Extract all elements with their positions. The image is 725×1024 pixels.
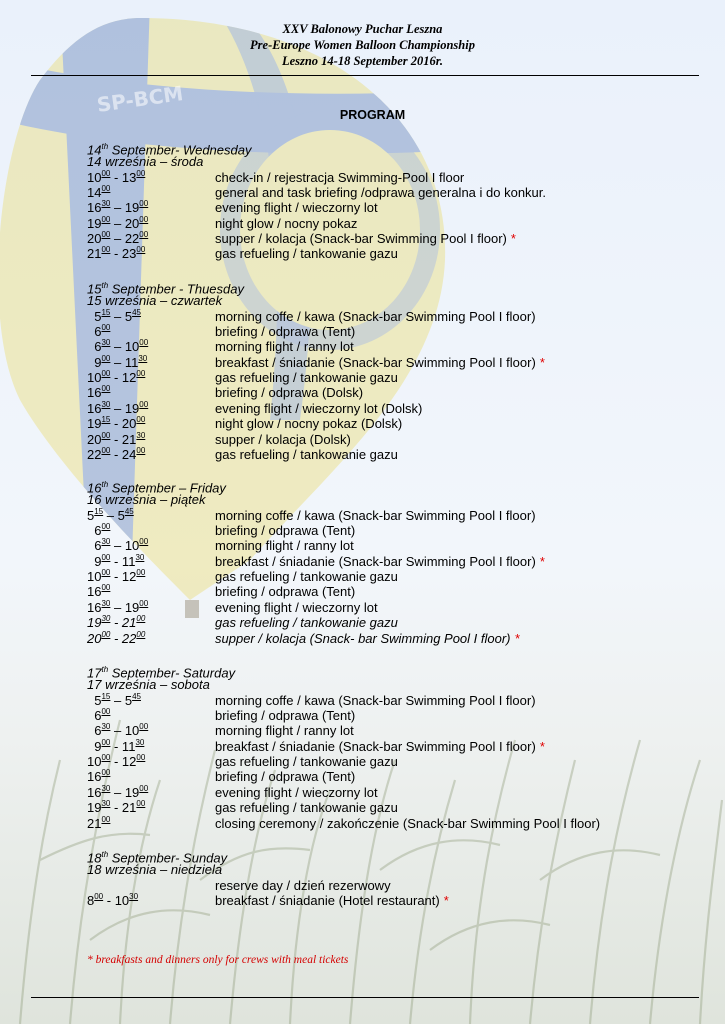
minutes: 00 xyxy=(101,629,111,639)
minutes: 00 xyxy=(101,369,111,379)
minutes: 00 xyxy=(101,230,111,240)
time-range: $6^{30} - 10^{00}$ xyxy=(87,338,149,355)
footnote: * breakfasts and dinners only for crews with meal tickets xyxy=(87,954,349,966)
ordinal-suffix: th xyxy=(101,480,109,489)
activity-description: briefing / odprawa (Tent) xyxy=(215,324,356,340)
activity-description: morning coffe / kawa (Snack-bar Swimming Pool I floor) xyxy=(215,507,536,523)
activity-description: morning flight / ranny lot xyxy=(215,723,354,739)
minutes: 30 xyxy=(135,737,145,747)
time-range: $9^{00} - 11^{30}$ xyxy=(87,737,145,754)
time-range: $9^{00} - 11^{30}$ xyxy=(87,552,145,569)
minutes: 00 xyxy=(136,168,146,178)
time-range: $16^{30} - 19^{00}$ xyxy=(87,199,149,216)
time-range: $6^{00}$ xyxy=(87,707,111,724)
time-range: $5^{15} - 5^{45}$ xyxy=(87,691,141,708)
minutes: 00 xyxy=(101,323,111,333)
minutes: 30 xyxy=(101,783,111,793)
time-range: $5^{15} - 5^{45}$ xyxy=(87,506,134,523)
meal-ticket-marker: * xyxy=(539,553,545,569)
activity-description: breakfast / śniadanie (Snack-bar Swimming Pool I floor) * xyxy=(215,738,545,754)
meal-ticket-marker: * xyxy=(539,738,545,754)
minutes: 00 xyxy=(136,568,146,578)
minutes: 30 xyxy=(101,799,111,809)
minutes: 00 xyxy=(101,768,111,778)
activity-description: gas refueling / tankowanie gazu xyxy=(215,754,398,770)
header-dates: Leszno 14-18 September 2016r. xyxy=(281,54,444,68)
minutes: 00 xyxy=(101,737,111,747)
minutes: 00 xyxy=(101,214,111,224)
time-range: $20^{00} - 22^{00}$ xyxy=(87,629,146,646)
time-range: $14^{00}$ xyxy=(87,184,111,201)
balloon-registration: SP-BCM xyxy=(95,81,185,117)
activity-description: evening flight / wieczorny lot (Dolsk) xyxy=(215,400,423,416)
minutes: 30 xyxy=(101,537,111,547)
minutes: 30 xyxy=(138,353,148,363)
minutes: 00 xyxy=(139,214,149,224)
activity-description: supper / kolacja (Dolsk) xyxy=(215,431,351,447)
minutes: 45 xyxy=(132,691,141,701)
minutes: 00 xyxy=(136,445,146,455)
activity-description: briefing / odprawa (Tent) xyxy=(215,769,356,785)
day-title-en: 16th September – Friday xyxy=(87,480,226,496)
minutes: 00 xyxy=(139,199,149,209)
minutes: 00 xyxy=(101,814,111,824)
activity-description: gas refueling / tankowanie gazu xyxy=(215,370,398,386)
minutes: 15 xyxy=(101,415,111,425)
time-range: $19^{30} - 21^{00}$ xyxy=(87,799,146,816)
activity-description: morning coffe / kawa (Snack-bar Swimming Pool I floor) xyxy=(215,692,536,708)
day-title-pl: 16 września – piątek xyxy=(87,492,206,508)
time-range: $19^{00} - 20^{00}$ xyxy=(87,214,149,231)
header-divider xyxy=(31,75,699,76)
minutes: 00 xyxy=(101,753,111,763)
minutes: 00 xyxy=(139,338,149,348)
minutes: 45 xyxy=(124,506,134,516)
minutes: 00 xyxy=(139,722,149,732)
activity-description: breakfast / śniadanie (Snack-bar Swimming Pool I floor) * xyxy=(215,354,545,370)
minutes: 30 xyxy=(101,199,111,209)
time-range: $6^{30} - 10^{00}$ xyxy=(87,537,149,554)
minutes: 00 xyxy=(136,629,146,639)
activity-description: gas refueling / tankowanie gazu xyxy=(215,615,398,631)
activity-description: morning flight / ranny lot xyxy=(215,339,354,355)
time-range: $20^{00} - 22^{00}$ xyxy=(87,230,149,247)
activity-description: briefing / odprawa (Tent) xyxy=(215,523,356,539)
activity-description: gas refueling / tankowanie gazu xyxy=(215,246,398,262)
meal-ticket-marker: * xyxy=(514,630,520,646)
minutes: 00 xyxy=(136,415,146,425)
minutes: 00 xyxy=(101,168,111,178)
activity-description: evening flight / wieczorny lot xyxy=(215,599,378,615)
minutes: 00 xyxy=(136,369,146,379)
minutes: 00 xyxy=(136,245,146,255)
minutes: 00 xyxy=(139,598,149,608)
activity-description: briefing / odprawa (Dolsk) xyxy=(215,385,364,401)
minutes: 15 xyxy=(101,691,111,701)
activity-description: breakfast / śniadanie (Hotel restaurant) * xyxy=(215,893,449,909)
minutes: 00 xyxy=(136,753,146,763)
minutes: 00 xyxy=(101,184,111,194)
ordinal-suffix: th xyxy=(101,850,109,859)
minutes: 00 xyxy=(139,230,149,240)
activity-description: supper / kolacja (Snack- bar Swimming Pool I floor) * xyxy=(215,630,520,646)
time-range: $10^{00} - 12^{00}$ xyxy=(87,369,146,386)
minutes: 30 xyxy=(101,399,111,409)
day-title-en: 18th September- Sunday xyxy=(87,850,228,866)
time-range: $22^{00} - 24^{00}$ xyxy=(87,445,146,462)
meal-ticket-marker: * xyxy=(443,893,449,909)
minutes: 30 xyxy=(129,892,139,902)
day-title-pl: 15 września – czwartek xyxy=(87,293,223,309)
activity-description: gas refueling / tankowanie gazu xyxy=(215,800,398,816)
activity-description: night glow / nocny pokaz (Dolsk) xyxy=(215,416,403,432)
minutes: 15 xyxy=(101,307,111,317)
minutes: 00 xyxy=(139,537,149,547)
time-range: $8^{00} - 10^{30}$ xyxy=(87,892,139,909)
time-range: $9^{00} - 11^{30}$ xyxy=(87,353,148,370)
minutes: 00 xyxy=(101,445,111,455)
day-title-en: 15th September - Thuesday xyxy=(87,281,244,297)
minutes: 30 xyxy=(101,598,111,608)
time-range: $6^{00}$ xyxy=(87,522,111,539)
time-range: $16^{30} - 19^{00}$ xyxy=(87,598,149,615)
time-range: $6^{00}$ xyxy=(87,323,111,340)
activity-description: general and task briefing /odprawa generalna i do konkur. xyxy=(215,185,546,201)
activity-description: reserve day / dzień rezerwowy xyxy=(215,877,391,893)
minutes: 30 xyxy=(101,722,111,732)
time-range: $10^{00} - 12^{00}$ xyxy=(87,568,146,585)
time-range: $21^{00} - 23^{00}$ xyxy=(87,245,146,262)
minutes: 15 xyxy=(94,506,104,516)
activity-description: closing ceremony / zakończenie (Snack-bar Swimming Pool I floor) xyxy=(215,815,601,831)
header-championship: Pre-Europe Women Balloon Championship xyxy=(250,38,475,52)
program-title: PROGRAM xyxy=(339,108,406,122)
minutes: 30 xyxy=(101,338,111,348)
time-range: $19^{15} - 20^{00}$ xyxy=(87,415,146,432)
meal-ticket-marker: * xyxy=(510,231,516,247)
activity-description: breakfast / śniadanie (Snack-bar Swimming Pool I floor) * xyxy=(215,553,545,569)
minutes: 00 xyxy=(101,522,111,532)
time-range: $16^{00}$ xyxy=(87,384,111,401)
time-range: $6^{30} - 10^{00}$ xyxy=(87,722,149,739)
ordinal-suffix: th xyxy=(101,142,109,151)
minutes: 30 xyxy=(101,614,111,624)
minutes: 00 xyxy=(94,892,104,902)
day-title-pl: 18 września – niedziela xyxy=(87,862,223,878)
activity-description: evening flight / wieczorny lot xyxy=(215,200,378,216)
time-range: $19^{30} - 21^{00}$ xyxy=(87,614,146,631)
activity-description: gas refueling / tankowanie gazu xyxy=(215,446,398,462)
minutes: 30 xyxy=(135,552,145,562)
day-title-en: 14th September- Wednesday xyxy=(87,142,252,158)
time-range: $16^{30} - 19^{00}$ xyxy=(87,399,149,416)
time-range: $5^{15} - 5^{45}$ xyxy=(87,307,141,324)
minutes: 00 xyxy=(101,353,111,363)
activity-description: briefing / odprawa (Tent) xyxy=(215,584,356,600)
activity-description: gas refueling / tankowanie gazu xyxy=(215,569,398,585)
day-title-pl: 17 września – sobota xyxy=(87,677,210,693)
time-range: $16^{00}$ xyxy=(87,768,111,785)
minutes: 45 xyxy=(132,307,141,317)
minutes: 00 xyxy=(101,568,111,578)
time-range: $20^{00} - 21^{30}$ xyxy=(87,430,146,447)
minutes: 00 xyxy=(101,430,111,440)
minutes: 00 xyxy=(139,399,149,409)
header-event-title: XXV Balonowy Puchar Leszna xyxy=(282,22,443,36)
activity-description: morning coffe / kawa (Snack-bar Swimming Pool I floor) xyxy=(215,308,536,324)
activity-description: night glow / nocny pokaz xyxy=(215,215,358,231)
ordinal-suffix: th xyxy=(101,281,109,290)
time-range: $10^{00} - 13^{00}$ xyxy=(87,168,146,185)
activity-description: check-in / rejestracja Swimming-Pool I floor xyxy=(215,169,465,185)
time-range: $10^{00} - 12^{00}$ xyxy=(87,753,146,770)
minutes: 00 xyxy=(101,552,111,562)
minutes: 00 xyxy=(101,384,111,394)
activity-description: supper / kolacja (Snack-bar Swimming Pool I floor) * xyxy=(215,231,516,247)
ordinal-suffix: th xyxy=(101,665,109,674)
meal-ticket-marker: * xyxy=(539,354,545,370)
minutes: 30 xyxy=(136,430,146,440)
minutes: 00 xyxy=(136,799,146,809)
minutes: 00 xyxy=(101,707,111,717)
activity-description: briefing / odprawa (Tent) xyxy=(215,708,356,724)
minutes: 00 xyxy=(136,614,146,624)
time-range: $21^{00}$ xyxy=(87,814,111,831)
minutes: 00 xyxy=(101,583,111,593)
time-range: $16^{30} - 19^{00}$ xyxy=(87,783,149,800)
minutes: 00 xyxy=(139,783,149,793)
time-range: $16^{00}$ xyxy=(87,583,111,600)
minutes: 00 xyxy=(101,245,111,255)
day-title-pl: 14 września – środa xyxy=(87,154,204,170)
activity-description: evening flight / wieczorny lot xyxy=(215,784,378,800)
footer-divider xyxy=(31,997,699,998)
activity-description: morning flight / ranny lot xyxy=(215,538,354,554)
day-title-en: 17th September- Saturday xyxy=(87,665,236,681)
